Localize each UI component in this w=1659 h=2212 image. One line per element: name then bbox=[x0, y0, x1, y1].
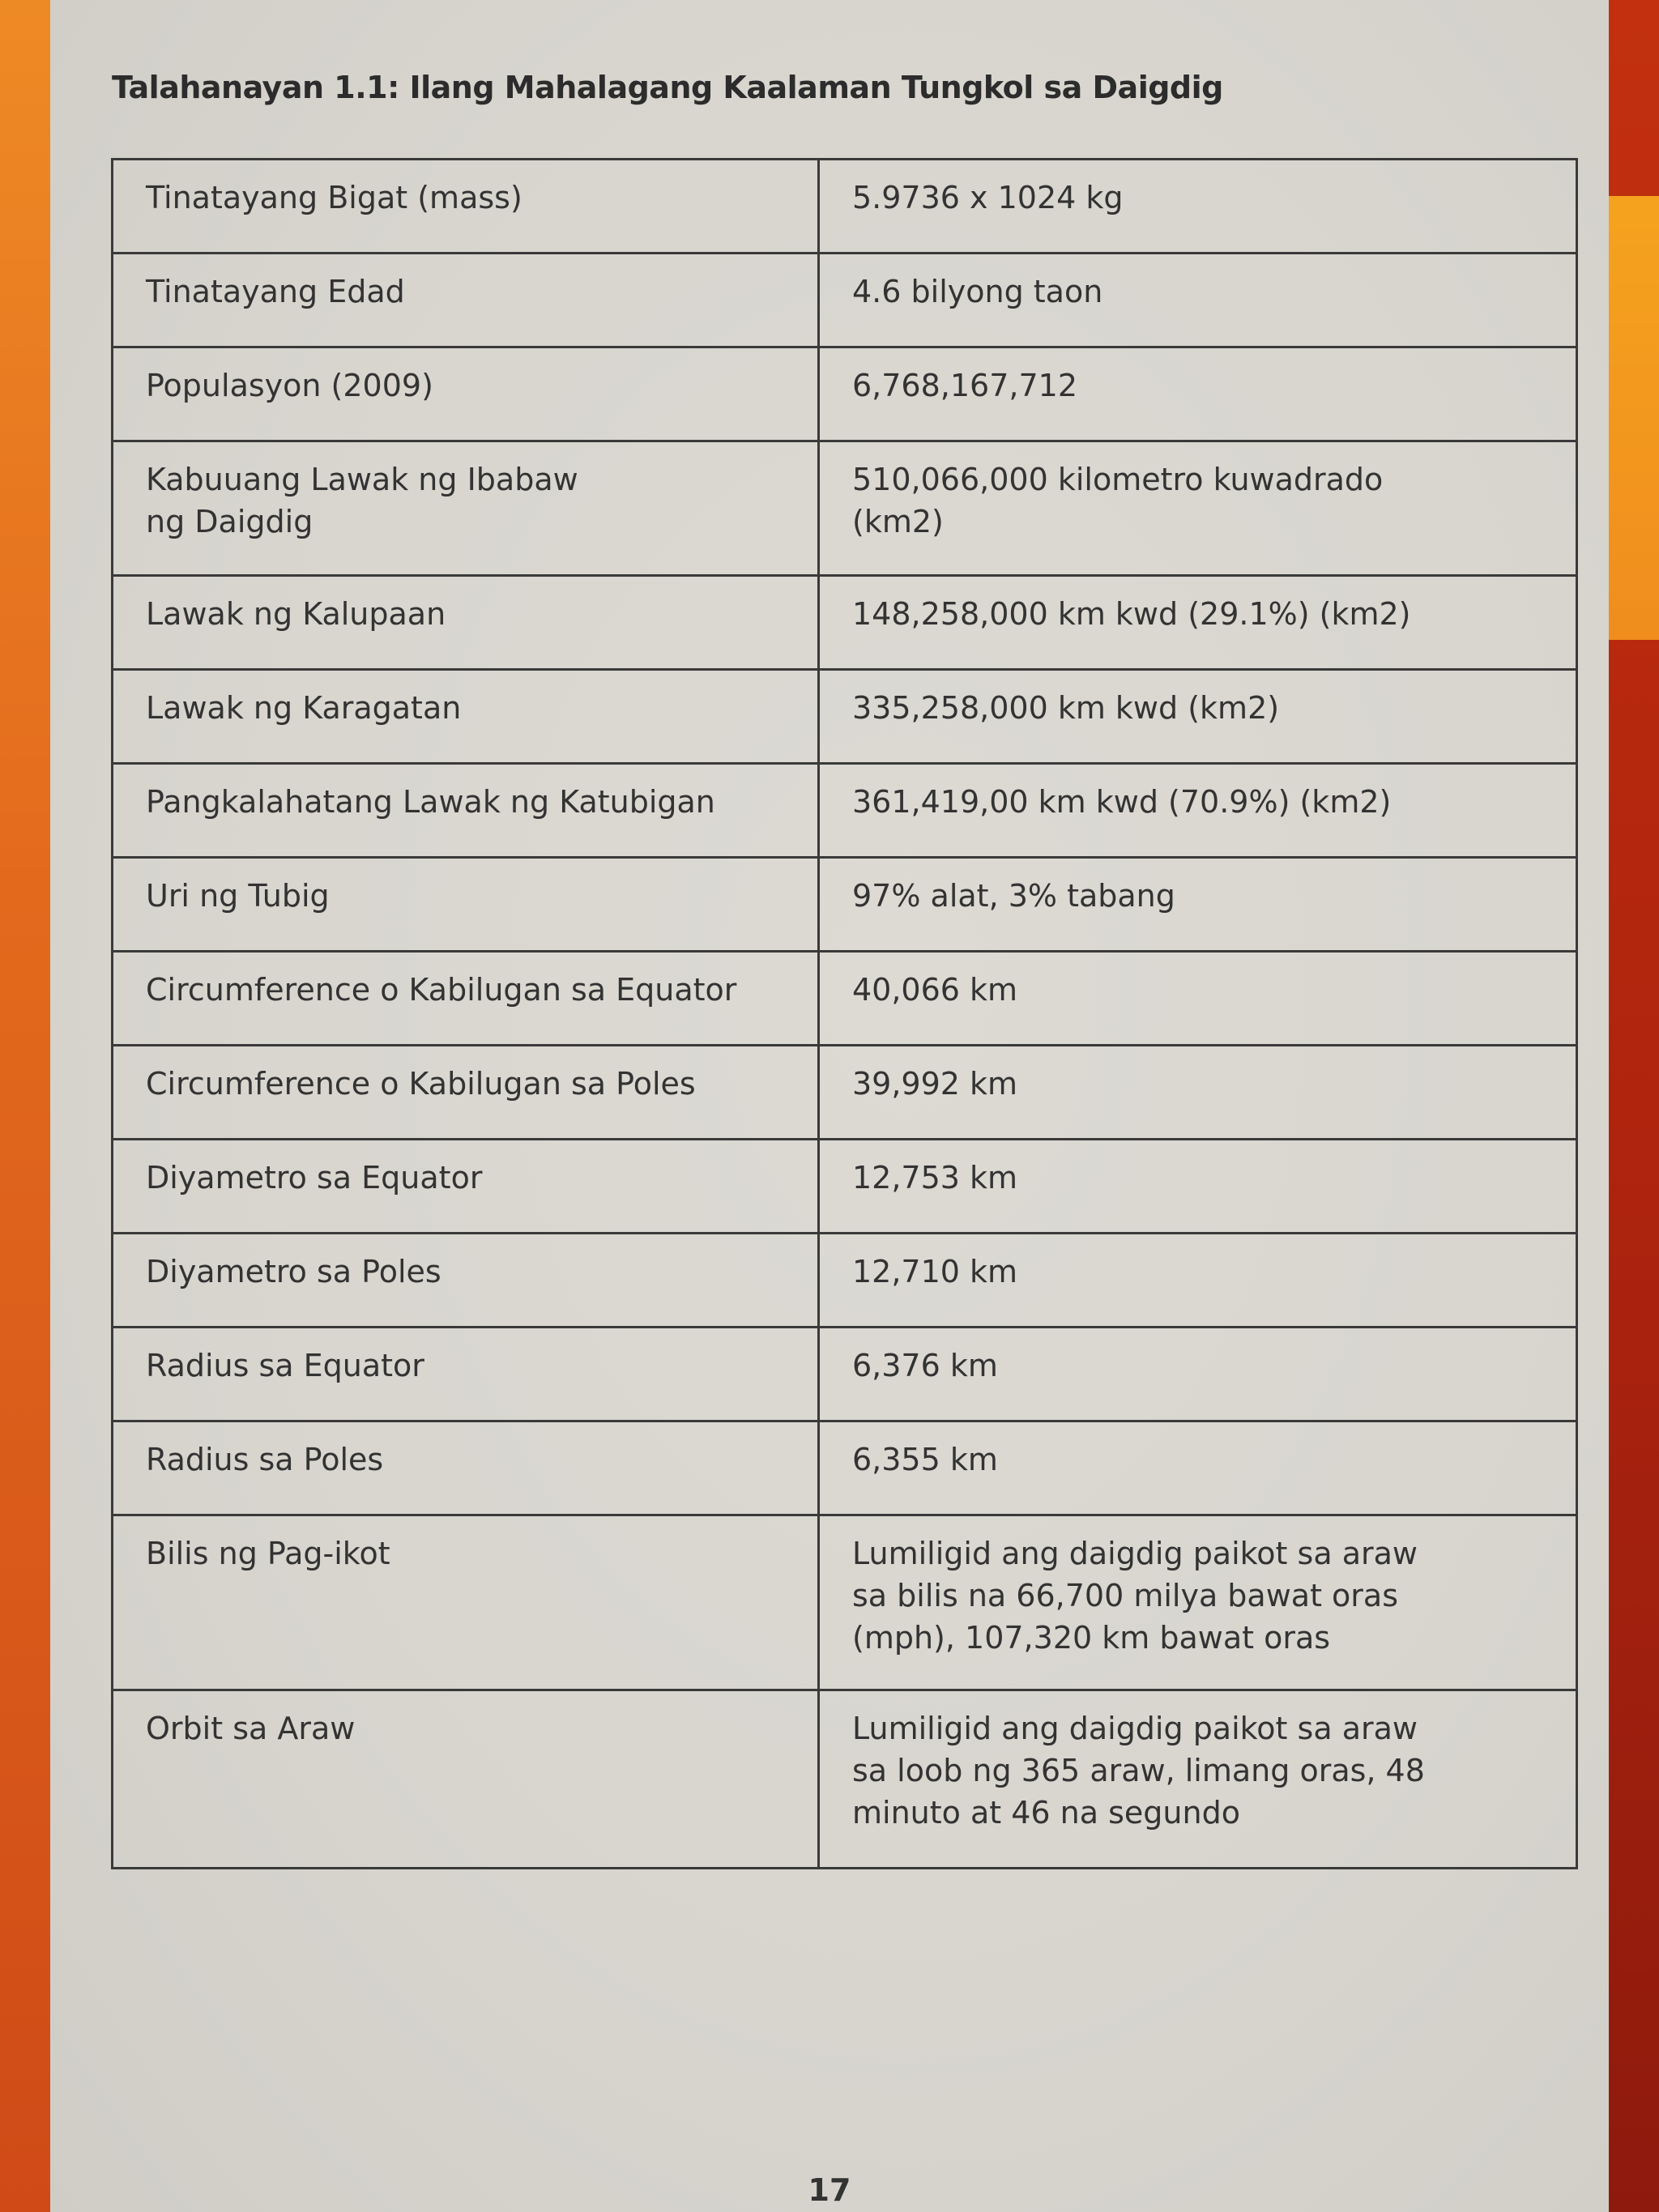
row-value-cell bbox=[819, 1140, 1577, 1234]
row-label: Circumference o Kabilugan sa Equator bbox=[146, 972, 737, 1008]
row-value-cell bbox=[819, 1046, 1577, 1140]
left-border-stripe bbox=[0, 0, 50, 2212]
row-label-cell bbox=[113, 160, 819, 254]
row-value: 335,258,000 km kwd (km2) bbox=[852, 690, 1280, 726]
row-label: Pangkalahatang Lawak ng Katubigan bbox=[146, 784, 715, 820]
row-label: Kabuuang Lawak ng Ibabaw ng Daigdig bbox=[146, 462, 578, 539]
table-row bbox=[113, 347, 1577, 441]
row-label: Radius sa Equator bbox=[146, 1348, 424, 1383]
table-row bbox=[113, 1515, 1577, 1690]
table-row bbox=[113, 1690, 1577, 1869]
row-value-cell bbox=[819, 1690, 1577, 1869]
row-value: 361,419,00 km kwd (70.9%) (km2) bbox=[852, 784, 1392, 820]
row-value: 97% alat, 3% tabang bbox=[852, 878, 1175, 914]
row-label-cell bbox=[113, 670, 819, 764]
right-accent-tab bbox=[1609, 196, 1659, 640]
row-label: Diyametro sa Equator bbox=[146, 1160, 483, 1196]
row-label-cell bbox=[113, 952, 819, 1046]
row-value: 510,066,000 kilometro kuwadrado (km2) bbox=[852, 462, 1384, 539]
row-label: Uri ng Tubig bbox=[146, 878, 330, 914]
table-row bbox=[113, 858, 1577, 952]
table-row bbox=[113, 1234, 1577, 1328]
row-value-cell bbox=[819, 254, 1577, 347]
book-page bbox=[50, 0, 1609, 2212]
table-row bbox=[113, 764, 1577, 858]
row-value: 6,376 km bbox=[852, 1348, 998, 1383]
row-label: Diyametro sa Poles bbox=[146, 1254, 441, 1289]
row-value: 12,753 km bbox=[852, 1160, 1018, 1196]
row-label-cell bbox=[113, 576, 819, 670]
table-row bbox=[113, 952, 1577, 1046]
table-caption: Talahanayan 1.1: Ilang Mahalagang Kaalaman Tungkol sa Daigdig bbox=[112, 70, 1223, 105]
row-label: Lawak ng Karagatan bbox=[146, 690, 462, 726]
row-label: Bilis ng Pag-ikot bbox=[146, 1536, 390, 1571]
row-label-cell bbox=[113, 1234, 819, 1328]
row-value-cell bbox=[819, 1234, 1577, 1328]
row-value-cell bbox=[819, 347, 1577, 441]
row-value-cell bbox=[819, 441, 1577, 576]
table-row bbox=[113, 1140, 1577, 1234]
row-label: Populasyon (2009) bbox=[146, 368, 433, 403]
table-row bbox=[113, 670, 1577, 764]
row-value-cell bbox=[819, 1328, 1577, 1421]
table-row bbox=[113, 1421, 1577, 1515]
row-label: Radius sa Poles bbox=[146, 1442, 384, 1477]
row-label-cell bbox=[113, 254, 819, 347]
row-value: 39,992 km bbox=[852, 1066, 1018, 1102]
row-label-cell bbox=[113, 1046, 819, 1140]
row-label-cell bbox=[113, 1690, 819, 1869]
row-value: 6,768,167,712 bbox=[852, 368, 1078, 403]
earth-facts-table bbox=[111, 158, 1578, 1869]
row-label: Lawak ng Kalupaan bbox=[146, 596, 446, 632]
row-value: Lumiligid ang daigdig paikot sa araw sa bilis na 66,700 milya bawat oras (mph), 107,320 km bawat oras bbox=[852, 1536, 1418, 1656]
row-value-cell bbox=[819, 160, 1577, 254]
row-label-cell bbox=[113, 1421, 819, 1515]
table-row bbox=[113, 441, 1577, 576]
row-value-cell bbox=[819, 764, 1577, 858]
row-value: 148,258,000 km kwd (29.1%) (km2) bbox=[852, 596, 1411, 632]
row-value-cell bbox=[819, 1421, 1577, 1515]
row-value: 6,355 km bbox=[852, 1442, 998, 1477]
row-value: 5.9736 x 1024 kg bbox=[852, 180, 1124, 215]
row-value-cell bbox=[819, 1515, 1577, 1690]
row-label-cell bbox=[113, 764, 819, 858]
row-label-cell bbox=[113, 347, 819, 441]
row-label-cell bbox=[113, 1515, 819, 1690]
row-value: Lumiligid ang daigdig paikot sa araw sa loob ng 365 araw, limang oras, 48 minuto at 46 na segundo bbox=[852, 1711, 1425, 1831]
row-value-cell bbox=[819, 858, 1577, 952]
row-label: Circumference o Kabilugan sa Poles bbox=[146, 1066, 696, 1102]
table-row bbox=[113, 160, 1577, 254]
row-label-cell bbox=[113, 1328, 819, 1421]
row-label: Orbit sa Araw bbox=[146, 1711, 356, 1746]
row-value: 40,066 km bbox=[852, 972, 1018, 1008]
row-value-cell bbox=[819, 670, 1577, 764]
row-label-cell bbox=[113, 858, 819, 952]
row-label: Tinatayang Edad bbox=[146, 274, 405, 309]
row-label: Tinatayang Bigat (mass) bbox=[146, 180, 522, 215]
row-label-cell bbox=[113, 1140, 819, 1234]
table-row bbox=[113, 254, 1577, 347]
table-row bbox=[113, 1328, 1577, 1421]
row-value-cell bbox=[819, 576, 1577, 670]
row-value-cell bbox=[819, 952, 1577, 1046]
row-value: 4.6 bilyong taon bbox=[852, 274, 1103, 309]
table-body bbox=[113, 160, 1577, 1869]
table-row bbox=[113, 1046, 1577, 1140]
row-label-cell bbox=[113, 441, 819, 576]
row-value: 12,710 km bbox=[852, 1254, 1018, 1289]
page-number: 17 bbox=[808, 2172, 851, 2208]
table-row bbox=[113, 576, 1577, 670]
